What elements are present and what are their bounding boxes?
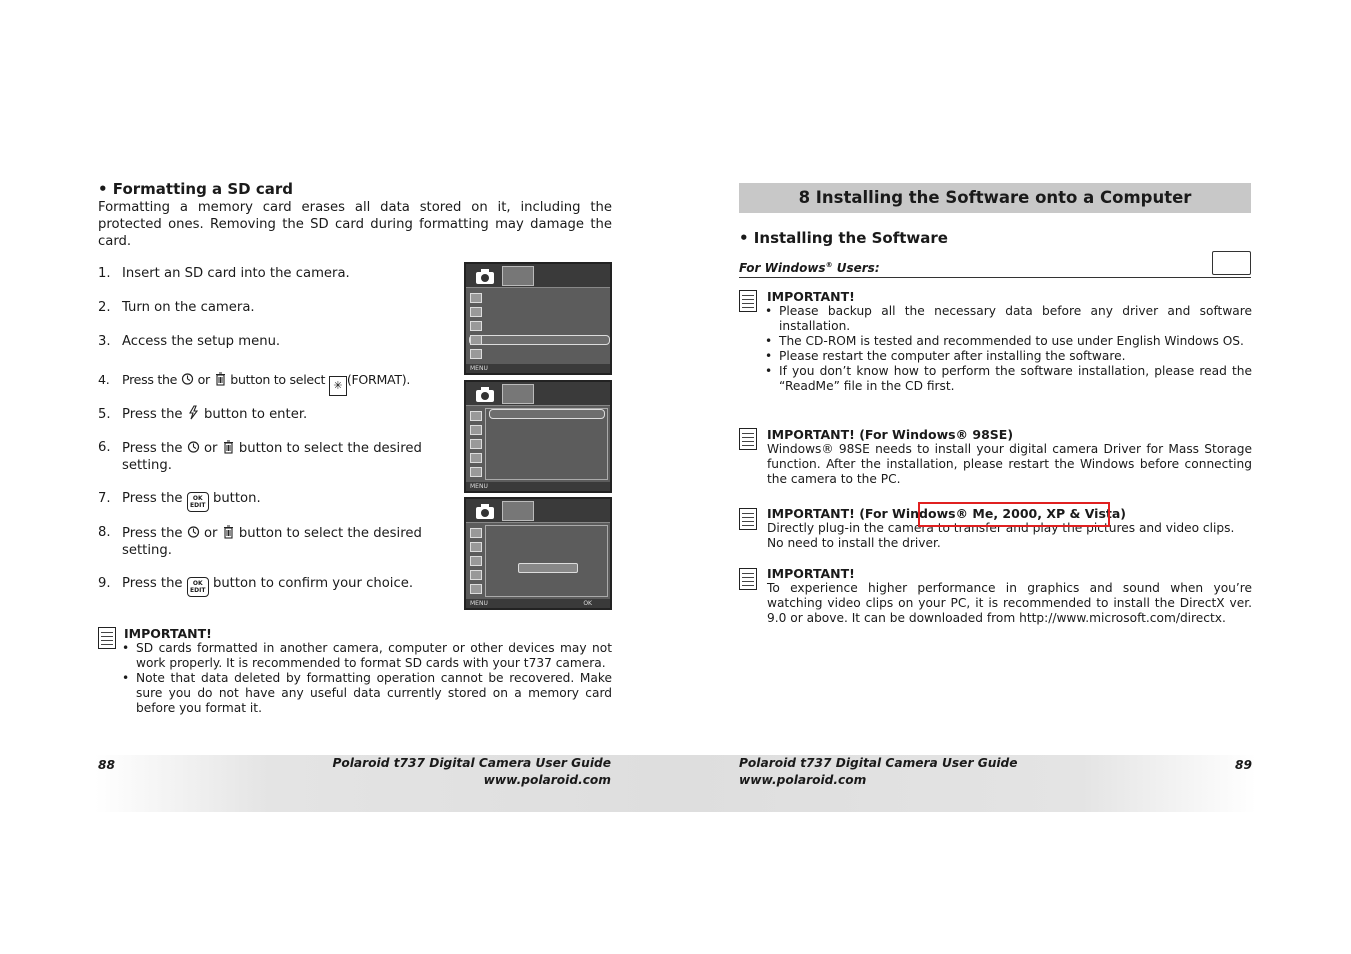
- footer-guide-title: Polaroid t737 Digital Camera User Guide: [332, 756, 611, 770]
- divider: [739, 277, 1251, 278]
- notepad-icon: [739, 290, 757, 312]
- important-title: IMPORTANT! (For Windows® 98SE): [767, 427, 1014, 442]
- important-title: IMPORTANT!: [767, 566, 855, 581]
- list-item: • Please backup all the necessary data before any driver and software installation.: [763, 304, 1252, 334]
- important-text: Windows® 98SE needs to install your digital camera Driver for Mass Storage function. After the installation, please restart the Windows before connecting the camera to the PC.: [767, 442, 1252, 486]
- chapter-title: 8 Installing the Software onto a Computer: [739, 183, 1251, 213]
- highlight-box: [918, 502, 1110, 527]
- setup-tab-icon: [502, 266, 534, 286]
- setup-tab-icon: [502, 501, 534, 521]
- important-text: No need to install the driver.: [767, 536, 941, 550]
- important-title: IMPORTANT!: [124, 626, 212, 641]
- notepad-icon: [739, 568, 757, 590]
- important-list: [120, 641, 612, 716]
- sub-title: • Installing the Software: [739, 229, 948, 247]
- ok-edit-icon: OK EDIT: [187, 492, 209, 512]
- for-windows-heading: For Windows® Users:: [739, 261, 880, 275]
- step-5: 5. Press the button to enter.: [98, 407, 308, 422]
- step-6: 6. Press the or button to select the desired setting.: [98, 440, 422, 473]
- format-icon: ✳: [329, 376, 347, 396]
- notepad-icon: [739, 508, 757, 530]
- notepad-icon: [739, 428, 757, 450]
- footer-guide-title: Polaroid t737 Digital Camera User Guide: [739, 756, 1018, 770]
- footer-website: www.polaroid.com: [483, 773, 611, 787]
- timer-icon: [181, 371, 194, 386]
- flash-icon: [187, 405, 200, 420]
- important-title: IMPORTANT! (For Windows® Me, 2000, XP & Vista): [767, 506, 1127, 521]
- important-text: To experience higher performance in graphics and sound when you’re watching video clips on your PC, it is recommended to install the DirectX ver. 9.0 or above. It can be downloaded from http://www.microsoft.com/directx.: [767, 581, 1252, 625]
- list-item: • Note that data deleted by formatting operation cannot be recovered. Make sure you do not have any useful data currently stored on a memory card before you format it.: [120, 671, 612, 716]
- page-number: 89: [1235, 758, 1252, 772]
- page-number: 88: [98, 758, 115, 772]
- trash-icon: [222, 439, 235, 454]
- camera-screen-confirm: MENU OK: [464, 497, 612, 610]
- trash-icon: [222, 524, 235, 539]
- list-item: • The CD-ROM is tested and recommended to use under English Windows OS.: [763, 334, 1252, 349]
- camera-icon: [474, 385, 496, 403]
- notepad-icon: [98, 627, 116, 649]
- windows-box-icon: [1212, 251, 1251, 275]
- list-item: • If you don’t know how to perform the software installation, please read the “ReadMe” file in the CD first.: [763, 364, 1252, 394]
- important-title: IMPORTANT!: [767, 289, 855, 304]
- camera-icon: [474, 267, 496, 285]
- setup-tab-icon: [502, 384, 534, 404]
- step-1: 1. Insert an SD card into the camera.: [98, 266, 350, 281]
- ok-edit-icon: OK EDIT: [187, 577, 209, 597]
- camera-icon: [474, 502, 496, 520]
- step-9: 9. Press the OK EDIT button to confirm your choice.: [98, 575, 413, 597]
- important-list: [763, 304, 1252, 394]
- timer-icon: [187, 524, 200, 539]
- step-2: 2. Turn on the camera.: [98, 300, 255, 315]
- step-7: 7. Press the OK EDIT button.: [98, 490, 261, 512]
- footer-website: www.polaroid.com: [739, 773, 867, 787]
- intro-paragraph: Formatting a memory card erases all data stored on it, including the protected ones. Removing the SD card during formatting may damage the card.: [98, 200, 612, 249]
- timer-icon: [187, 439, 200, 454]
- camera-screen-setup: MENU: [464, 262, 612, 375]
- step-8: 8. Press the or button to select the desired setting.: [98, 525, 422, 558]
- list-item: • SD cards formatted in another camera, computer or other devices may not work properly. It is recommended to format SD cards with your t737 camera.: [120, 641, 612, 671]
- step-4: 4. Press the or button to select ✳ (FORMAT).: [98, 371, 410, 396]
- section-title: • Formatting a SD card: [98, 180, 293, 198]
- list-item: • Please restart the computer after installing the software.: [763, 349, 1252, 364]
- trash-icon: [214, 371, 227, 386]
- step-3: 3. Access the setup menu.: [98, 334, 281, 349]
- important-text: Directly plug-in the camera to transfer and play the pictures and video clips.: [767, 521, 1235, 535]
- camera-screen-format: MENU: [464, 380, 612, 493]
